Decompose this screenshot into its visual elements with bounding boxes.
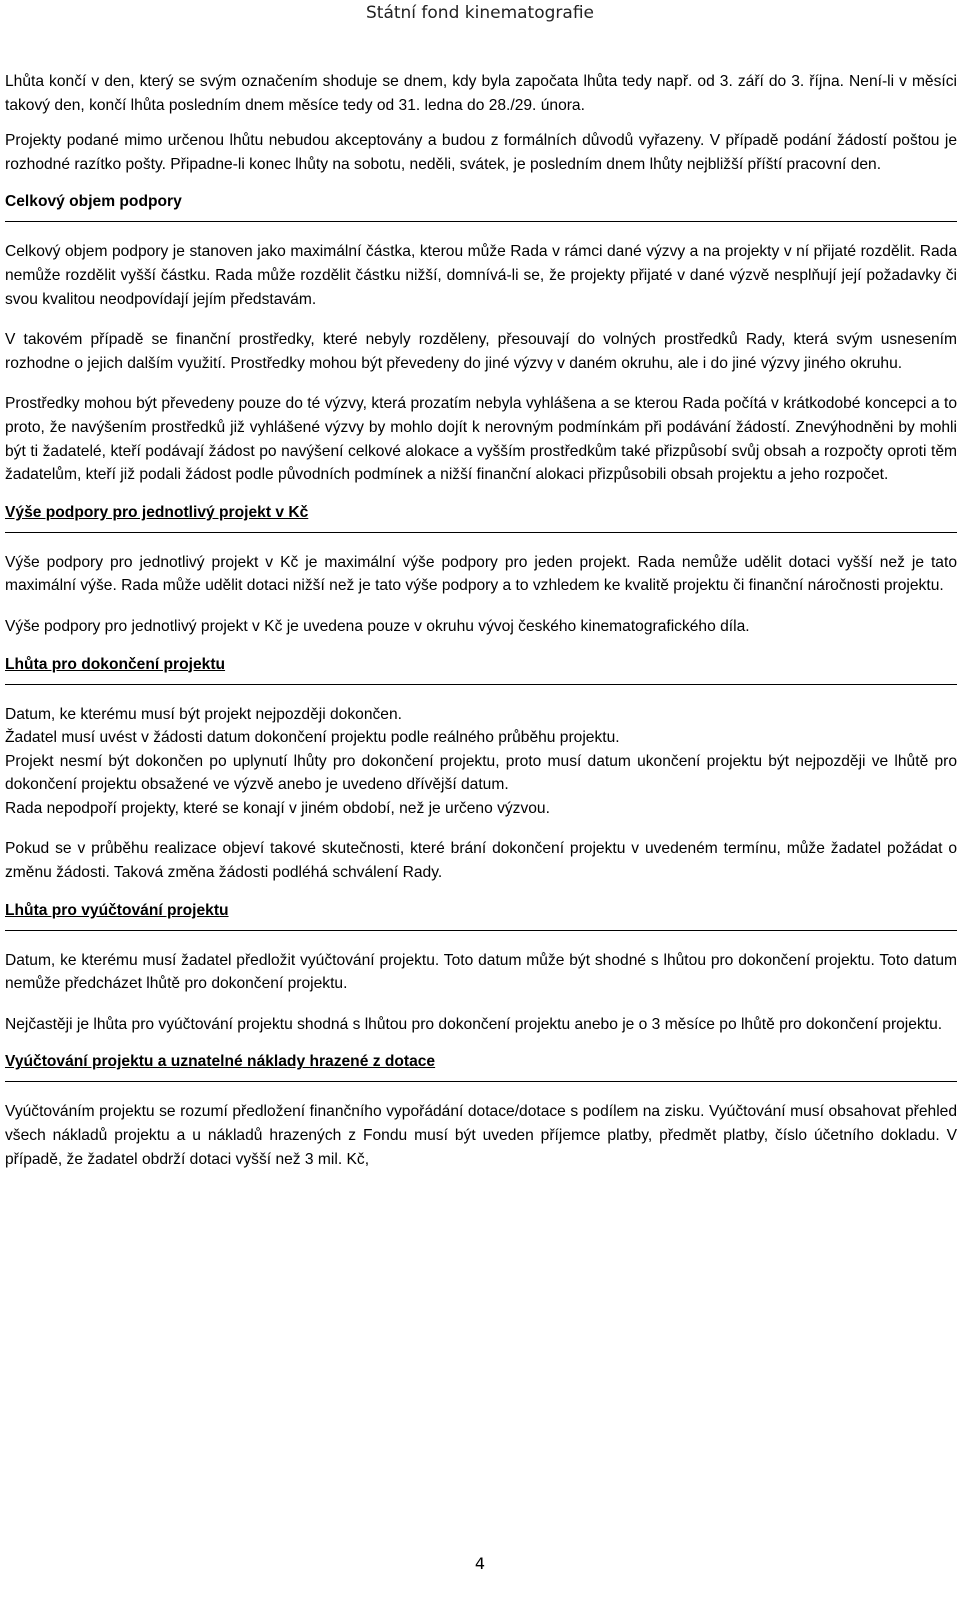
section-divider bbox=[5, 221, 957, 222]
intro-paragraph-1: Lhůta končí v den, který se svým označením shoduje se dnem, kdy byla započata lhůta tedy např. od 3. září do 3. října. Není-li v měsíci takový den, končí lhůta posledním dnem měsíce tedy od 31. ledna do 28./29. února. bbox=[5, 73, 957, 114]
section-heading-settlement-deadline: Lhůta pro vyúčtování projektu bbox=[5, 901, 229, 919]
section-divider bbox=[5, 930, 957, 931]
completion-line-3: Projekt nesmí být dokončen po uplynutí lhůty pro dokončení projektu, proto musí datum ukončení projektu být nejpozději ve lhůtě pro dokončení projektu obsažené ve výzvě anebo je uvedeno dřívější datum. bbox=[5, 752, 957, 794]
settlement-paragraph-2: Nejčastěji je lhůta pro vyúčtování projektu shodná s lhůtou pro dokončení projektu anebo je o 3 měsíce po lhůtě pro dokončení projektu. bbox=[5, 1015, 943, 1033]
completion-paragraph-2: Pokud se v průběhu realizace objeví takové skutečnosti, které brání dokončení projektu v uvedeném termínu, může žadatel požádat o změnu žádosti. Taková změna žádosti podléhá schválení Rady. bbox=[5, 840, 957, 882]
section-heading-total-support: Celkový objem podpory bbox=[5, 193, 182, 211]
total-support-paragraph-3: Prostředky mohou být převedeny pouze do té výzvy, která prozatím nebyla vyhlášena a se kterou Rada počítá v krátkodobé koncepci a to proto, že navýšením prostředků již vyhlášené výzvy by mohlo dojít k nerovným podmínkám při podávání žádostí. Znevýhodněni by mohli být ti žadatelé, kteří podávají žádost po navýšení celkové alokace a vyšším prostředkům také přizpůsobí svůj obsah a rozpočty oproti těm žadatelům, kteří již podali žádost podle původních podmínek a nižší finanční alokaci přizpůsobili obsah projektu a jeho rozpočet. bbox=[5, 395, 957, 484]
project-support-paragraph-1: Výše podpory pro jednotlivý projekt v Kč je maximální výše podpory pro jeden projekt. Rada nemůže udělit dotaci vyšší než je tato maximální výše. Rada může udělit dotaci nižší než je tato výše podpory a to vzhledem ke kvalitě projektu či finanční náročnosti projektu. bbox=[5, 553, 957, 595]
project-support-paragraph-2: Výše podpory pro jednotlivý projekt v Kč je uvedena pouze v okruhu vývoj českého kinematografického díla. bbox=[5, 617, 750, 635]
settlement-paragraph-1: Datum, ke kterému musí žadatel předložit vyúčtování projektu. Toto datum může být shodné s lhůtou pro dokončení projektu. Toto datum nemůže předcházet lhůtě pro dokončení projektu. bbox=[5, 951, 957, 993]
page-number: 4 bbox=[474, 1554, 486, 1573]
completion-line-1: Datum, ke kterému musí být projekt nejpozději dokončen. bbox=[5, 705, 402, 723]
intro-paragraph-2: Projekty podané mimo určenou lhůtu nebudou akceptovány a budou z formálních důvodů vyřazeny. V případě podání žádostí poštou je rozhodné razítko pošty. Připadne-li konec lhůty na sobotu, neděli, svátek, je posledním dnem lhůty nejbližší příští pracovní den. bbox=[5, 132, 957, 173]
accounting-paragraph-1: Vyúčtováním projektu se rozumí předložení finančního vypořádání dotace/dotace s podílem na zisku. Vyúčtování musí obsahovat přehled všech nákladů projektu a u nákladů hrazených z Fondu musí být uveden příjemce platby, předmět platby, číslo účetního dokladu. V případě, že žadatel obdrží dotaci vyšší než 3 mil. Kč, bbox=[5, 1103, 957, 1168]
section-heading-completion-deadline: Lhůta pro dokončení projektu bbox=[5, 655, 226, 673]
completion-line-2: Žadatel musí uvést v žádosti datum dokončení projektu podle reálného průběhu projektu. bbox=[5, 729, 620, 747]
section-divider bbox=[5, 684, 957, 685]
section-heading-project-accounting: Vyúčtování projektu a uznatelné náklady hrazené z dotace bbox=[5, 1053, 436, 1071]
section-divider bbox=[5, 532, 957, 533]
section-divider bbox=[5, 1081, 957, 1082]
running-header: Státní fond kinematografie bbox=[365, 3, 594, 23]
document-body bbox=[5, 70, 957, 1171]
total-support-paragraph-1: Celkový objem podpory je stanoven jako maximální částka, kterou může Rada v rámci dané výzvy a na projekty v ní přijaté rozdělit. Rada nemůže rozdělit vyšší částku. Rada může rozdělit částku nižší, domnívá-li se, že projekty přijaté v dané výzvě nesplňují její požadavky či svou kvalitou neodpovídají jejím představám. bbox=[5, 243, 957, 308]
total-support-paragraph-2: V takovém případě se finanční prostředky, které nebyly rozděleny, přesouvají do volných prostředků Rady, která svým usnesením rozhodne o jejich dalším využití. Prostředky mohou být převedeny do jiné výzvy v daném okruhu, ale i do jiné výzvy jiného okruhu. bbox=[5, 331, 957, 372]
completion-line-4: Rada nepodpoří projekty, které se konají v jiném období, než je určeno výzvou. bbox=[5, 799, 550, 817]
section-heading-project-support: Výše podpory pro jednotlivý projekt v Kč bbox=[5, 503, 309, 521]
